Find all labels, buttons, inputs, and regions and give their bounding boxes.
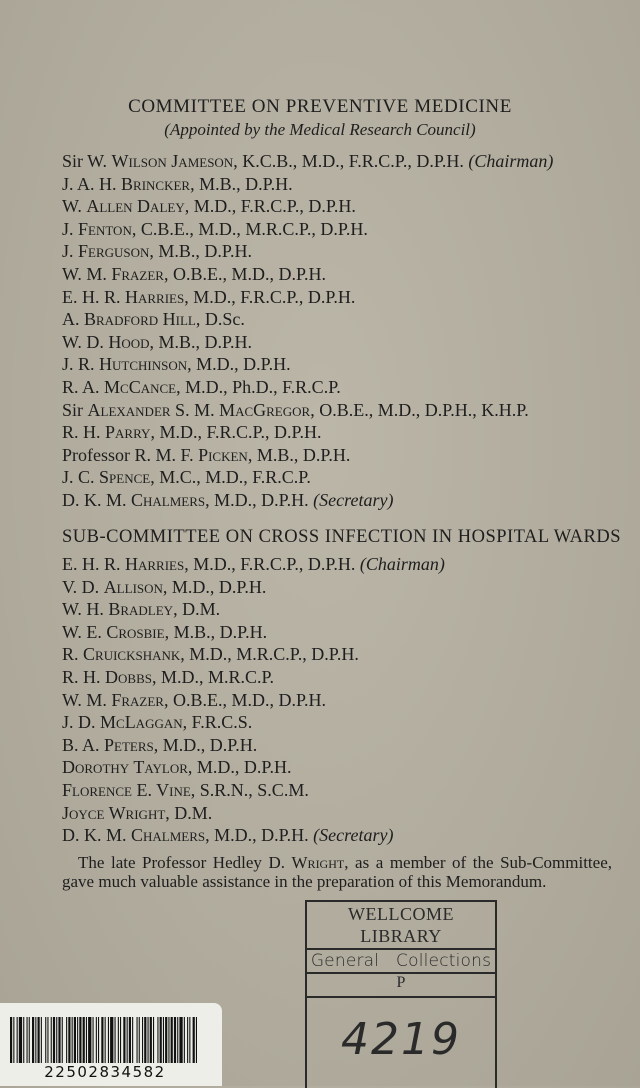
member-qualifications: , M.D., D.P.H.	[205, 825, 314, 846]
stamp-line-library: LIBRARY	[360, 926, 442, 946]
committee-member	[62, 353, 553, 376]
member-qualifications: , M.D., D.P.H.	[187, 354, 291, 375]
member-name: Spence	[99, 467, 151, 488]
committee-member	[62, 263, 553, 286]
member-prefix: R. A.	[62, 376, 105, 397]
barcode-bar	[47, 1017, 48, 1063]
member-prefix: V. D.	[62, 576, 104, 597]
member-qualifications: , S.R.N., S.C.M.	[190, 779, 309, 800]
member-name: Bradford Hill	[84, 309, 196, 330]
barcode-bar	[93, 1017, 94, 1063]
member-prefix: W. E.	[62, 621, 107, 642]
barcode-bar	[118, 1017, 119, 1063]
member-name: Ferguson	[78, 241, 150, 262]
member-prefix: W. M.	[62, 689, 112, 710]
member-name: Bradley	[108, 599, 174, 620]
member-name: Brincker	[121, 173, 191, 194]
subcommittee-member	[62, 576, 445, 599]
member-prefix: Sir W.	[62, 151, 112, 171]
barcode-bar	[51, 1017, 52, 1063]
member-prefix: Sir	[62, 399, 88, 420]
barcode-bar	[129, 1017, 131, 1063]
member-name: Alexander S. M. MacGregor	[87, 399, 311, 420]
member-qualifications: , C.B.E., M.D., M.R.C.P., D.P.H.	[131, 218, 368, 239]
member-qualifications: , K.C.B., M.D., F.R.C.P., D.P.H.	[233, 151, 469, 171]
barcode-bar	[165, 1017, 167, 1063]
barcode-bar	[35, 1017, 36, 1063]
member-prefix: E. H. R.	[62, 286, 125, 307]
subcommittee-member	[62, 553, 445, 576]
subcommittee-member	[62, 802, 445, 825]
committee-member	[62, 308, 553, 331]
member-qualifications: , D.Sc.	[195, 309, 245, 330]
barcode-number: 22502834582	[44, 1063, 166, 1081]
barcode-bar	[74, 1017, 76, 1063]
member-name: Hutchinson	[99, 354, 188, 375]
stamp-line-wellcome: WELLCOME	[348, 904, 454, 924]
barcode-bar	[115, 1017, 116, 1063]
member-name: Frazer	[111, 263, 164, 284]
barcode-bar	[187, 1017, 188, 1063]
barcode-bar	[79, 1017, 81, 1063]
member-name: Cruickshank	[83, 644, 181, 665]
stamp-divider	[307, 996, 495, 998]
member-prefix: D. K. M.	[62, 489, 132, 510]
member-qualifications: , M.B., D.P.H.	[247, 444, 351, 465]
barcode-bar	[160, 1017, 162, 1063]
member-prefix: Professor R. M. F.	[62, 444, 199, 465]
committee-member	[62, 218, 553, 241]
member-name: Peters	[104, 734, 154, 755]
barcode-bar	[168, 1017, 169, 1063]
committee-member	[62, 173, 553, 196]
barcode-bar	[19, 1017, 22, 1063]
library-stamp	[305, 900, 497, 1088]
member-name: Chalmers	[131, 825, 206, 846]
member-prefix: R. H.	[62, 666, 106, 687]
barcode-bar	[179, 1017, 182, 1063]
barcode-bar	[153, 1017, 154, 1063]
stamp-line-collections: General Collections	[310, 951, 492, 971]
subcommittee-member-list	[62, 553, 445, 847]
member-name: Hood	[108, 331, 150, 352]
barcode-bar	[105, 1017, 106, 1063]
member-prefix: A.	[62, 309, 84, 330]
member-role: (Secretary)	[313, 825, 394, 846]
barcode-bar	[163, 1017, 164, 1063]
member-prefix: D. K. M.	[62, 825, 132, 846]
committee-title: COMMITTEE ON PREVENTIVE MEDICINE	[128, 96, 512, 117]
committee-member	[62, 466, 553, 489]
barcode-bar	[127, 1017, 128, 1063]
subcommittee-member	[62, 689, 445, 712]
barcode-bar	[83, 1017, 85, 1063]
barcode-bar	[142, 1017, 143, 1063]
member-qualifications: , O.B.E., M.D., D.P.H., K.H.P.	[310, 399, 529, 420]
barcode-bar	[66, 1017, 67, 1063]
barcode-bar	[120, 1017, 121, 1063]
member-name: Fenton	[78, 218, 132, 239]
member-qualifications: , M.B., D.P.H.	[149, 241, 252, 262]
member-prefix: B. A.	[62, 734, 105, 755]
committee-member	[62, 195, 553, 218]
member-qualifications: , M.B., D.P.H.	[149, 331, 253, 352]
member-role: (Secretary)	[313, 489, 394, 510]
barcode-bar	[96, 1017, 97, 1063]
barcode-bar	[174, 1017, 176, 1063]
member-role: (Chairman)	[468, 151, 554, 171]
stamp-line-p: P	[396, 974, 406, 991]
member-name: Picken	[198, 444, 248, 465]
committee-member	[62, 286, 553, 309]
member-name: Allen Daley	[86, 196, 185, 217]
member-prefix: J. A. H.	[62, 173, 122, 194]
barcode-bar	[101, 1017, 103, 1063]
member-prefix: J. R.	[62, 354, 100, 375]
barcode-bar	[45, 1017, 46, 1063]
stamp-shelfmark: 4219	[341, 1014, 461, 1065]
member-name: Allison	[103, 576, 163, 597]
member-prefix: R.	[62, 644, 84, 665]
member-name: Dorothy Taylor	[62, 757, 188, 778]
barcode-bar	[171, 1017, 173, 1063]
subcommittee-member	[62, 643, 445, 666]
barcode-bar	[68, 1017, 70, 1063]
committee-member	[62, 331, 553, 354]
member-name: Chalmers	[131, 489, 206, 510]
barcode-bar	[56, 1017, 57, 1063]
member-name: Frazer	[111, 689, 164, 710]
member-qualifications: , M.B., D.P.H.	[164, 621, 268, 642]
member-qualifications: , M.D., D.P.H.	[187, 757, 292, 778]
barcode-bar	[123, 1017, 125, 1063]
member-qualifications: , M.D., M.R.C.P.	[151, 666, 275, 687]
member-name: McLaggan	[100, 712, 183, 733]
member-role: (Chairman)	[359, 554, 445, 574]
barcode-label	[0, 1003, 222, 1086]
barcode-bar	[137, 1017, 138, 1063]
member-qualifications: , M.D., M.R.C.P., D.P.H.	[180, 644, 359, 665]
barcode-bar	[62, 1017, 63, 1063]
subcommittee-member	[62, 734, 445, 757]
member-qualifications: , D.M.	[165, 802, 213, 823]
member-qualifications: , O.B.E., M.D., D.P.H.	[163, 689, 326, 710]
subcommittee-member	[62, 666, 445, 689]
note-name: Wright	[291, 853, 345, 872]
member-name: Wilson Jameson	[111, 151, 234, 171]
barcode-bar	[196, 1017, 197, 1063]
member-qualifications: , M.D., F.R.C.P., D.P.H.	[184, 554, 360, 574]
barcode-bar	[132, 1017, 133, 1063]
member-prefix: J.	[62, 218, 79, 239]
subcommittee-member	[62, 824, 445, 847]
barcode-bar	[108, 1017, 109, 1063]
member-name: Dobbs	[105, 666, 152, 687]
member-prefix: W.	[62, 196, 87, 217]
barcode-bar	[77, 1017, 78, 1063]
barcode-bar	[193, 1017, 195, 1063]
barcode-bar	[41, 1017, 42, 1063]
barcode-bar	[53, 1017, 55, 1063]
barcode-bar	[150, 1017, 152, 1063]
barcode-bar	[27, 1017, 28, 1063]
committee-member	[62, 150, 553, 173]
barcode-bar	[38, 1017, 40, 1063]
committee-member	[62, 240, 553, 263]
barcode-bar	[98, 1017, 99, 1063]
member-prefix: W. H.	[62, 599, 109, 620]
member-qualifications: , M.C., M.D., F.R.C.P.	[150, 467, 311, 488]
member-qualifications: , M.D., D.P.H.	[153, 734, 258, 755]
member-qualifications: , M.D., F.R.C.P., D.P.H.	[184, 196, 356, 217]
member-name: Parry	[105, 422, 151, 443]
member-qualifications: , M.D., D.P.H.	[205, 489, 314, 510]
note-text-pre: The late Professor Hedley D.	[78, 853, 292, 872]
member-prefix: J.	[62, 241, 79, 262]
barcode-bar	[139, 1017, 140, 1063]
committee-member	[62, 444, 553, 467]
barcode-bar	[88, 1017, 91, 1063]
stamp-divider	[307, 948, 495, 950]
member-name: Crosbie	[106, 621, 165, 642]
member-qualifications: , M.D., Ph.D., F.R.C.P.	[176, 376, 341, 397]
subcommittee-title: SUB-COMMITTEE ON CROSS INFECTION IN HOSPITAL WARDS	[62, 527, 622, 547]
member-prefix: J. D.	[62, 712, 101, 733]
member-prefix: W. D.	[62, 331, 109, 352]
member-name: Harries	[125, 286, 185, 307]
subcommittee-member	[62, 711, 445, 734]
subcommittee-member	[62, 756, 445, 779]
barcode-bar	[29, 1017, 30, 1063]
barcode-bar	[86, 1017, 87, 1063]
barcode-bar	[189, 1017, 190, 1063]
member-name: Harries	[125, 554, 185, 574]
subcommittee-member	[62, 621, 445, 644]
barcode-bar	[32, 1017, 34, 1063]
subcommittee-member	[62, 779, 445, 802]
committee-subtitle: (Appointed by the Medical Research Council)	[164, 120, 476, 139]
barcode-bar	[13, 1017, 14, 1063]
member-prefix: E. H. R.	[62, 554, 125, 574]
barcode-bar	[177, 1017, 178, 1063]
member-qualifications: , M.D., D.P.H.	[162, 576, 267, 597]
subcommittee-member	[62, 598, 445, 621]
member-qualifications: , O.B.E., M.D., D.P.H.	[163, 263, 326, 284]
member-qualifications: , D.M.	[173, 599, 221, 620]
member-name: Florence E. Vine	[62, 779, 191, 800]
member-qualifications: , F.R.C.S.	[182, 712, 253, 733]
member-prefix: J. C.	[62, 467, 100, 488]
acknowledgement-note	[62, 853, 612, 891]
committee-member	[62, 489, 553, 512]
member-name: McCance	[104, 376, 177, 397]
barcode-bar	[58, 1017, 60, 1063]
barcode-graphic	[10, 1017, 198, 1063]
member-name: Joyce Wright	[62, 802, 166, 823]
member-prefix: R. H.	[62, 422, 106, 443]
barcode-bar	[110, 1017, 113, 1063]
barcode-bar	[72, 1017, 73, 1063]
committee-member	[62, 399, 553, 422]
barcode-bar	[23, 1017, 24, 1063]
barcode-bar	[148, 1017, 149, 1063]
barcode-bar	[10, 1017, 12, 1063]
barcode-bar	[17, 1017, 18, 1063]
member-qualifications: , M.D., F.R.C.P., D.P.H.	[150, 422, 322, 443]
committee-member	[62, 421, 553, 444]
member-qualifications: , M.D., F.R.C.P., D.P.H.	[184, 286, 356, 307]
barcode-bar	[184, 1017, 185, 1063]
committee-member	[62, 376, 553, 399]
committee-member-list	[62, 150, 553, 512]
member-qualifications: , M.B., D.P.H.	[190, 173, 293, 194]
barcode-bar	[157, 1017, 158, 1063]
note-text-post: , as a member of the Sub-Committee, gave much valuable assistance in the preparation of this Memorandum.	[62, 853, 612, 891]
member-prefix: W. M.	[62, 263, 112, 284]
barcode-bar	[144, 1017, 146, 1063]
